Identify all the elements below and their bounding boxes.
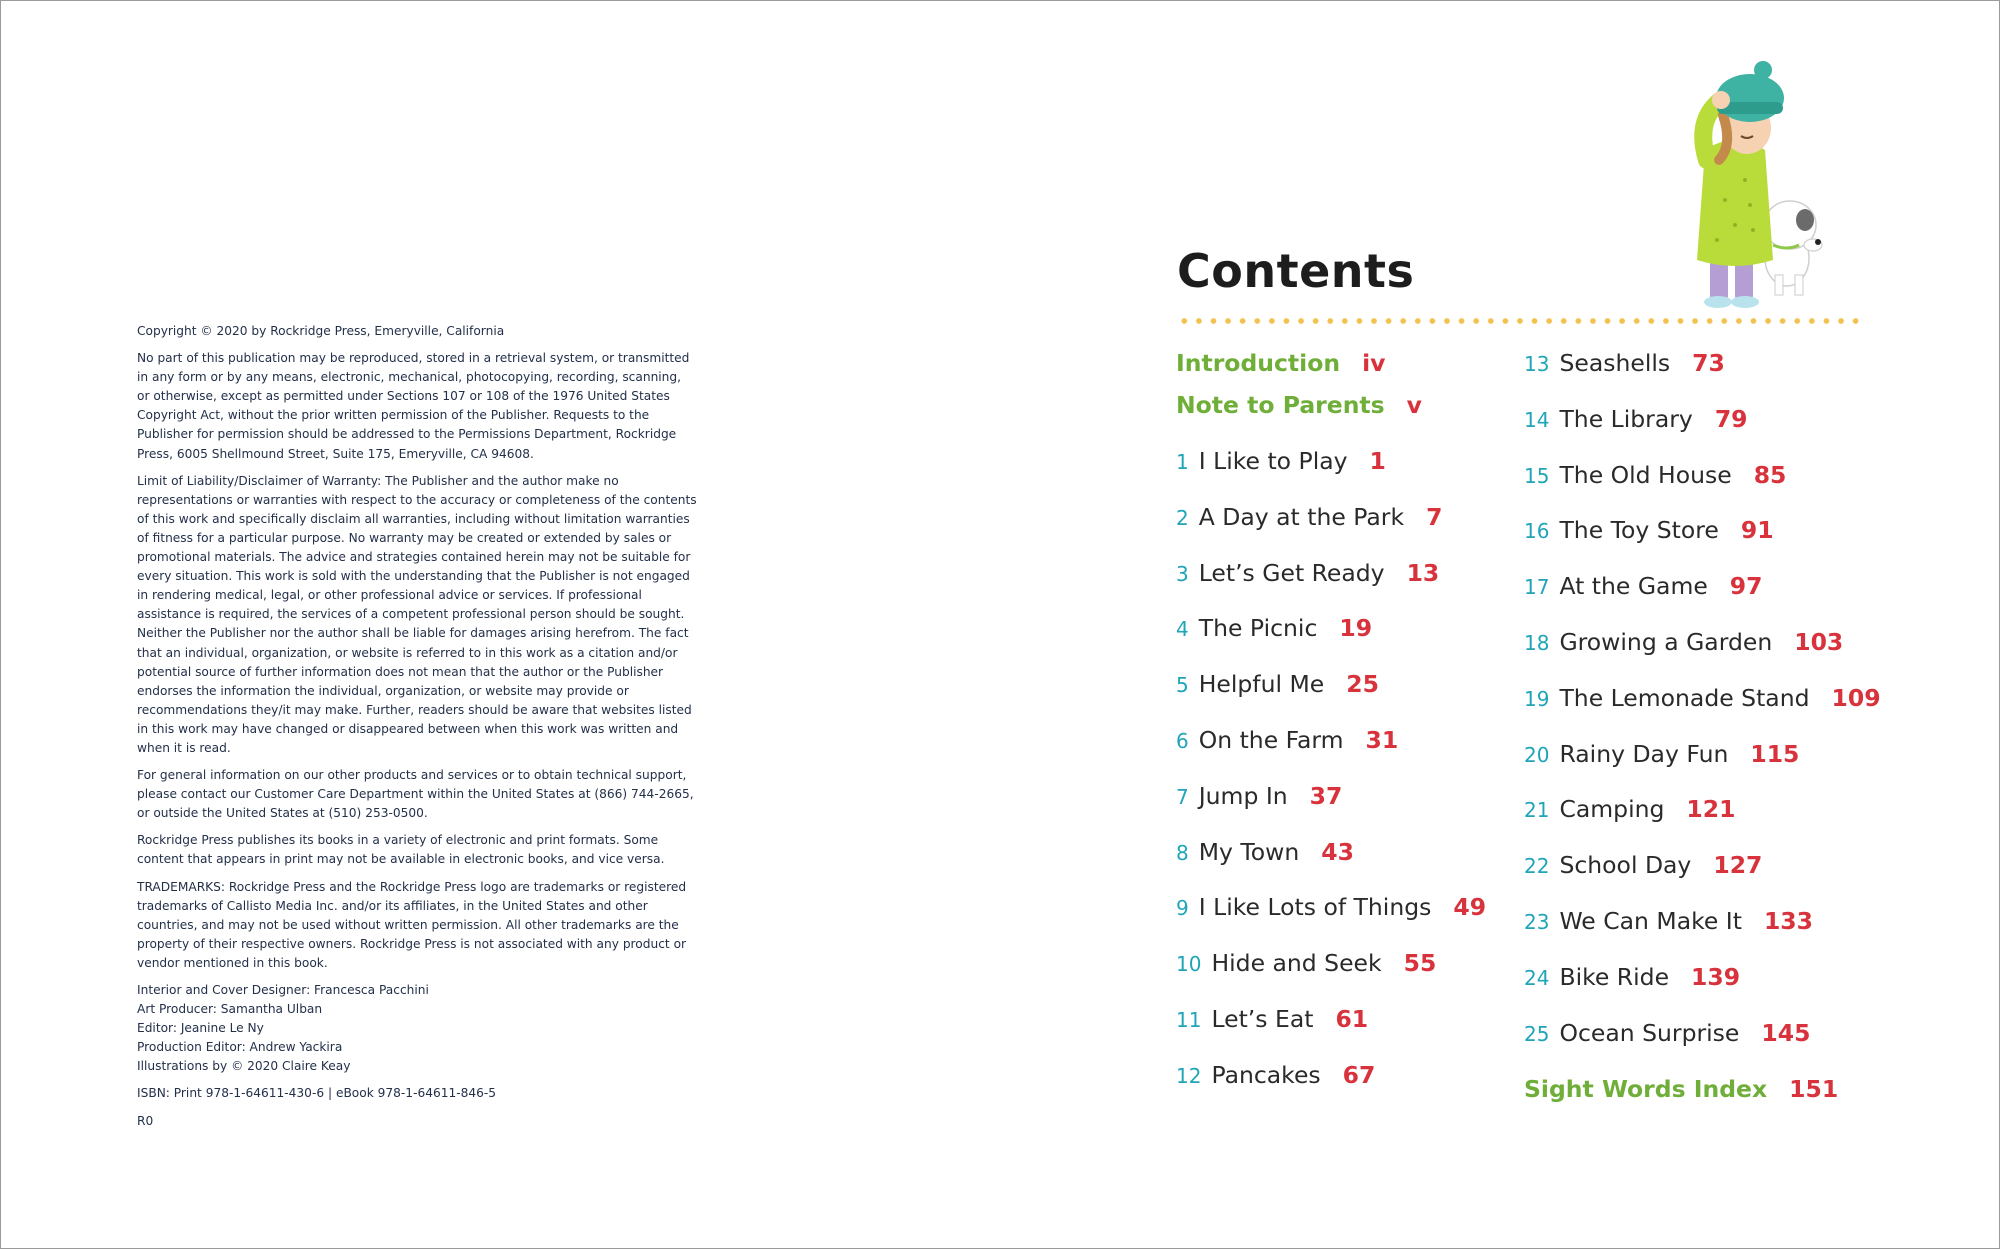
chapter-number: 18 xyxy=(1524,631,1550,655)
toc-title: A Day at the Park xyxy=(1198,503,1405,531)
toc-page-number: 19 xyxy=(1339,614,1373,642)
trademarks-paragraph: TRADEMARKS: Rockridge Press and the Rockridge Press logo are trademarks or registered trademarks of Callisto Media Inc. and/or its affiliates, in the United States and other countries, and may not be used without written permission. All other trademarks are the property of their respective owners. Rockridge Press is not associated with any product or vendor mentioned in this book. xyxy=(137,879,687,970)
toc-entry-introduction[interactable] xyxy=(1176,349,1385,377)
toc-title: Let’s Get Ready xyxy=(1198,559,1385,587)
toc-entry-chapter-1[interactable] xyxy=(1176,447,1386,475)
toc-entry-chapter-3[interactable] xyxy=(1176,559,1439,587)
toc-entry-sight-words-index[interactable] xyxy=(1524,1075,1838,1103)
toc-entry-chapter-13[interactable] xyxy=(1524,349,1725,377)
info-paragraph: For general information on our other products and services or to obtain technical support, please contact our Customer Care Department within the United States at (866) 744-2665, or outside the United States at (510) 253-0500. xyxy=(137,768,694,821)
toc-title: Seashells xyxy=(1559,349,1671,377)
toc-title: Camping xyxy=(1559,795,1665,823)
toc-title: I Like to Play xyxy=(1198,447,1348,475)
toc-title: My Town xyxy=(1198,838,1300,866)
chapter-number: 19 xyxy=(1524,687,1550,711)
dotted-rule xyxy=(1177,317,1867,325)
toc-entry-chapter-14[interactable] xyxy=(1524,405,1748,433)
rights-paragraph: No part of this publication may be reproduced, stored in a retrieval system, or transmitted in any form or by any means, electronic, mechanical, photocopying, recording, scanning, or otherwise, except as permitted under Sections 107 or 108 of the 1976 United States Copyright Act, without the prior written permission of the Publisher. Requests to the Publisher for permission should be addressed to the Permissions Department, Rockridge Press, 6005 Shellmound Street, Suite 175, Emeryville, CA 94608. xyxy=(137,351,690,461)
chapter-number: 8 xyxy=(1176,841,1189,865)
toc-title: School Day xyxy=(1559,851,1692,879)
chapter-number: 5 xyxy=(1176,673,1189,697)
toc-page-number: 121 xyxy=(1686,795,1736,823)
toc-title: Introduction xyxy=(1176,349,1341,377)
toc-entry-chapter-10[interactable] xyxy=(1176,949,1436,977)
toc-title: Jump In xyxy=(1198,782,1288,810)
toc-page-number: 25 xyxy=(1346,670,1379,698)
credit-line: Interior and Cover Designer: Francesca Pacchini xyxy=(137,983,429,997)
toc-entry-chapter-4[interactable] xyxy=(1176,614,1372,642)
chapter-number: 7 xyxy=(1176,785,1189,809)
toc-title: Pancakes xyxy=(1211,1061,1321,1089)
toc-page-number: 85 xyxy=(1753,461,1787,489)
toc-title: Hide and Seek xyxy=(1211,949,1382,977)
toc-page-number: 97 xyxy=(1729,572,1763,600)
toc-entry-chapter-20[interactable] xyxy=(1524,740,1799,768)
chapter-number: 1 xyxy=(1176,450,1189,474)
chapter-number: 21 xyxy=(1524,798,1550,822)
toc-page-number: 67 xyxy=(1342,1061,1376,1089)
toc-page-number: 79 xyxy=(1714,405,1748,433)
child-and-puppy-illustration xyxy=(1655,40,1855,310)
toc-title: I Like Lots of Things xyxy=(1198,893,1432,921)
toc-entry-chapter-11[interactable] xyxy=(1176,1005,1368,1033)
toc-title: Helpful Me xyxy=(1198,670,1325,698)
toc-page-number: 109 xyxy=(1831,684,1881,712)
toc-entry-chapter-7[interactable] xyxy=(1176,782,1342,810)
toc-page-number: 73 xyxy=(1692,349,1725,377)
toc-entry-chapter-18[interactable] xyxy=(1524,628,1843,656)
toc-title: On the Farm xyxy=(1198,726,1344,754)
toc-title: The Toy Store xyxy=(1559,516,1719,544)
toc-page-number: 91 xyxy=(1740,516,1774,544)
toc-title: Ocean Surprise xyxy=(1559,1019,1740,1047)
chapter-number: 17 xyxy=(1524,575,1550,599)
toc-page-number: 145 xyxy=(1761,1019,1811,1047)
toc-entry-chapter-21[interactable] xyxy=(1524,795,1735,823)
chapter-number: 2 xyxy=(1176,506,1189,530)
toc-entry-chapter-8[interactable] xyxy=(1176,838,1354,866)
toc-page-number: 49 xyxy=(1453,893,1487,921)
toc-page-number: iv xyxy=(1362,349,1386,377)
toc-entry-chapter-19[interactable] xyxy=(1524,684,1881,712)
toc-page-number: 139 xyxy=(1691,963,1741,991)
toc-page-number: 115 xyxy=(1750,740,1800,768)
liability-paragraph: Limit of Liability/Disclaimer of Warranty: The Publisher and the author make no representations or warranties with respect to the accuracy or completeness of the contents of this work and specifically disclaim all warranties, including without limitation warranties of fitness for a particular purpose. No warranty may be created or extended by sales or promotional materials. The advice and strategies contained herein may not be suitable for every situation. This work is sold with the understanding that the Publisher is not engaged in rendering medical, legal, or other professional advice or services. If professional assistance is required, the services of a competent professional person should be sought. Neither the Publisher nor the author shall be liable for damages arising herefrom. The fact that an individual, organization, or website is referred to in this work as a citation and/or potential source of further information does not mean that the author or the Publisher endorses the information the individual, organization, or website may provide or recommendations they/it may make. Further, readers should be aware that websites listed in this work may have changed or disappeared between when this work was written and when it is read. xyxy=(137,473,697,755)
toc-title: The Lemonade Stand xyxy=(1559,684,1810,712)
toc-title: The Old House xyxy=(1559,461,1732,489)
chapter-number: 22 xyxy=(1524,854,1550,878)
toc-title: Note to Parents xyxy=(1176,391,1385,419)
toc-page-number: 127 xyxy=(1713,851,1763,879)
chapter-number: 10 xyxy=(1176,952,1202,976)
credit-line: Editor: Jeanine Le Ny xyxy=(137,1021,264,1036)
toc-title: Bike Ride xyxy=(1559,963,1670,991)
credits-list xyxy=(137,981,697,1076)
chapter-number: 9 xyxy=(1176,896,1189,920)
toc-page-number: 1 xyxy=(1369,447,1386,475)
chapter-number: 25 xyxy=(1524,1022,1550,1046)
chapter-number: 16 xyxy=(1524,519,1550,543)
toc-page-number: 7 xyxy=(1426,503,1443,531)
contents-heading: Contents xyxy=(1177,244,1415,298)
toc-title: The Library xyxy=(1559,405,1693,433)
toc-entry-note-to-parents[interactable] xyxy=(1176,391,1422,419)
toc-title: Rainy Day Fun xyxy=(1559,740,1729,768)
printing-code: R0 xyxy=(137,1113,154,1128)
toc-page-number: 37 xyxy=(1309,782,1343,810)
chapter-number: 15 xyxy=(1524,464,1550,488)
copyright-page xyxy=(137,322,697,1139)
toc-page-number: 151 xyxy=(1789,1075,1839,1103)
toc-entry-chapter-9[interactable] xyxy=(1176,893,1486,921)
chapter-number: 3 xyxy=(1176,562,1189,586)
toc-page-number: 31 xyxy=(1365,726,1399,754)
toc-title: Growing a Garden xyxy=(1559,628,1773,656)
toc-page-number: 43 xyxy=(1321,838,1354,866)
toc-entry-chapter-22[interactable] xyxy=(1524,851,1762,879)
chapter-number: 14 xyxy=(1524,408,1550,432)
chapter-number: 20 xyxy=(1524,743,1550,767)
toc-entry-chapter-6[interactable] xyxy=(1176,726,1398,754)
toc-entry-chapter-24[interactable] xyxy=(1524,963,1740,991)
toc-title: The Picnic xyxy=(1198,614,1318,642)
toc-page-number: 13 xyxy=(1406,559,1440,587)
isbn-line: ISBN: Print 978-1-64611-430-6 | eBook 978-1-64611-846-5 xyxy=(137,1086,497,1101)
toc-title: Let’s Eat xyxy=(1211,1005,1314,1033)
chapter-number: 24 xyxy=(1524,966,1550,990)
toc-page-number: 103 xyxy=(1794,628,1844,656)
chapter-number: 23 xyxy=(1524,910,1550,934)
toc-title: We Can Make It xyxy=(1559,907,1742,935)
formats-paragraph: Rockridge Press publishes its books in a variety of electronic and print formats. Some content that appears in print may not be available in electronic books, and vice versa. xyxy=(137,833,665,867)
chapter-number: 6 xyxy=(1176,729,1189,753)
credit-line: Art Producer: Samantha Ulban xyxy=(137,1002,323,1017)
chapter-number: 13 xyxy=(1524,352,1550,376)
chapter-number: 11 xyxy=(1176,1008,1202,1032)
toc-entry-chapter-23[interactable] xyxy=(1524,907,1813,935)
toc-page-number: 133 xyxy=(1763,907,1813,935)
credit-line: Production Editor: Andrew Yackira xyxy=(137,1040,343,1055)
toc-entry-chapter-2[interactable] xyxy=(1176,503,1442,531)
copyright-line: Copyright © 2020 by Rockridge Press, Emeryville, California xyxy=(137,324,505,338)
toc-entry-chapter-16[interactable] xyxy=(1524,516,1774,544)
toc-entry-chapter-15[interactable] xyxy=(1524,461,1786,489)
chapter-number: 12 xyxy=(1176,1064,1202,1088)
toc-entry-chapter-12[interactable] xyxy=(1176,1061,1375,1089)
toc-page-number: 55 xyxy=(1403,949,1437,977)
toc-entry-chapter-25[interactable] xyxy=(1524,1019,1810,1047)
toc-title: At the Game xyxy=(1559,572,1708,600)
toc-page-number: v xyxy=(1406,391,1422,419)
toc-title: Sight Words Index xyxy=(1524,1075,1768,1103)
toc-entry-chapter-17[interactable] xyxy=(1524,572,1763,600)
toc-entry-chapter-5[interactable] xyxy=(1176,670,1379,698)
chapter-number: 4 xyxy=(1176,617,1189,641)
credit-line: Illustrations by © 2020 Claire Keay xyxy=(137,1059,351,1074)
toc-page-number: 61 xyxy=(1335,1005,1369,1033)
